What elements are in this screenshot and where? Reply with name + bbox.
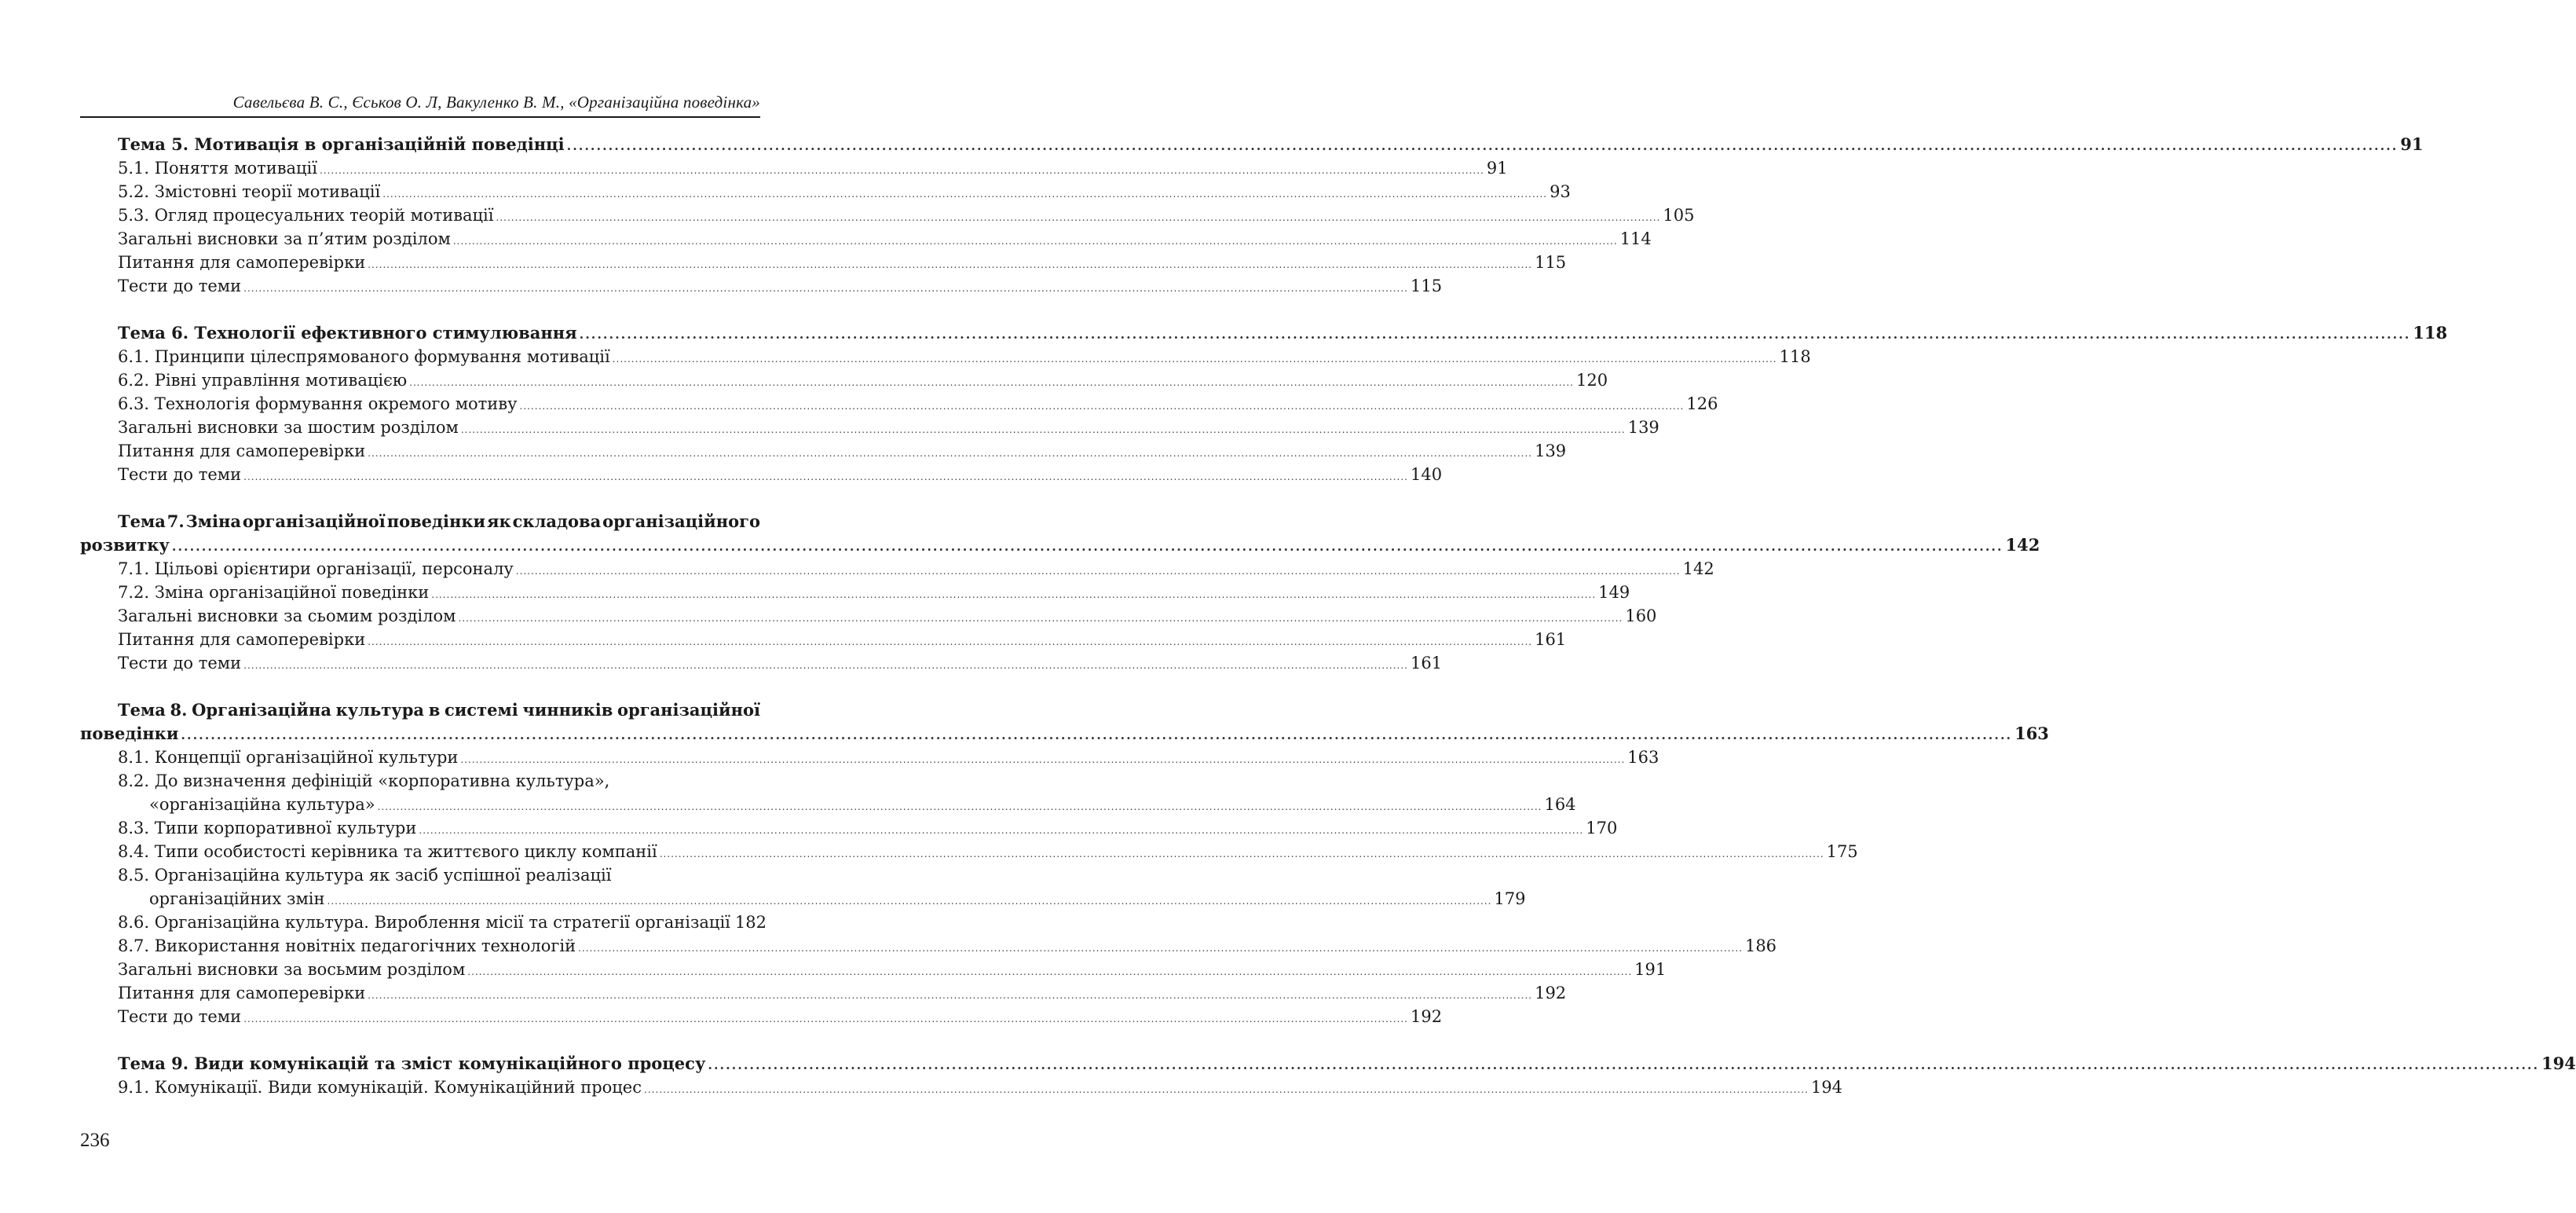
entry-page: 164 bbox=[1544, 795, 1576, 814]
title-word: Тема bbox=[118, 511, 166, 531]
entry-page: 163 bbox=[1627, 748, 1659, 767]
toc-item bbox=[80, 416, 1659, 439]
dot-leader bbox=[580, 323, 2411, 346]
entry-page: 160 bbox=[1625, 606, 1657, 625]
entry-text: розвитку bbox=[80, 535, 170, 555]
dot-leader bbox=[613, 347, 1777, 371]
entry-text: 6.1. Принципи цілеспрямованого формування мотивації bbox=[118, 347, 610, 366]
entry-page: 163 bbox=[2014, 724, 2049, 743]
toc-item bbox=[80, 392, 1718, 416]
entry-page: 115 bbox=[1535, 253, 1567, 272]
dot-leader bbox=[368, 630, 1532, 654]
entry-page: 140 bbox=[1410, 465, 1443, 484]
toc-item-cont bbox=[80, 793, 1576, 816]
section-title bbox=[80, 321, 2448, 345]
title-word: 8. bbox=[170, 700, 188, 720]
entry-text: 8.6. Організаційна культура. Вироблення місії та стратегії організації bbox=[118, 913, 730, 932]
entry-text: Тема 5. Мотивація в організаційній поведінці bbox=[118, 134, 565, 154]
page-number: 236 bbox=[80, 1130, 110, 1151]
header-rule bbox=[80, 116, 760, 118]
section-title-line bbox=[80, 510, 760, 533]
dot-leader bbox=[320, 159, 1484, 182]
entry-text: Питання для самоперевірки bbox=[118, 253, 366, 272]
entry-text: організаційних змін bbox=[149, 889, 325, 908]
entry-text: Загальні висновки за восьмим розділом bbox=[118, 960, 466, 979]
entry-page: 105 bbox=[1663, 206, 1695, 225]
entry-text: Тести до теми bbox=[118, 465, 242, 484]
entry-text: 7.1. Цільові орієнтири організації, персоналу bbox=[118, 559, 514, 578]
dot-leader bbox=[243, 654, 1408, 677]
title-word: Зміна bbox=[185, 511, 241, 531]
toc-item bbox=[80, 651, 1443, 675]
entry-page: 120 bbox=[1575, 371, 1608, 390]
section-title bbox=[80, 133, 2424, 156]
entry-page: 161 bbox=[1410, 654, 1443, 672]
entry-page: 115 bbox=[1410, 277, 1443, 295]
entry-page: 142 bbox=[2005, 535, 2040, 555]
title-word: складова bbox=[512, 511, 602, 531]
toc-item bbox=[80, 227, 1652, 251]
dot-leader bbox=[460, 748, 1625, 771]
entry-page: 93 bbox=[1550, 182, 1571, 201]
entry-text: 8.7. Використання новітніх педагогічних технологій bbox=[118, 936, 576, 955]
entry-text: Питання для самоперевірки bbox=[118, 630, 366, 649]
toc-item bbox=[80, 1005, 1443, 1028]
toc-item bbox=[80, 557, 1714, 581]
entry-text: «організаційна культура» bbox=[149, 795, 375, 814]
toc-item bbox=[80, 1076, 1842, 1099]
toc-item: 8.2. До визначення дефініцій «корпоративна культура», bbox=[118, 771, 610, 790]
section-gap bbox=[80, 1028, 760, 1052]
entry-page: 191 bbox=[1634, 960, 1667, 979]
section-title-line bbox=[80, 698, 760, 722]
dot-leader bbox=[368, 253, 1532, 277]
entry-text: 8.4. Типи особистості керівника та життєвого циклу компанії bbox=[118, 842, 657, 861]
toc-item bbox=[80, 156, 1508, 180]
dot-leader bbox=[243, 465, 1408, 489]
entry-page: 192 bbox=[1410, 1007, 1443, 1026]
entry-text: Загальні висновки за шостим розділом bbox=[118, 418, 459, 437]
entry-page: 139 bbox=[1627, 418, 1659, 437]
toc-item bbox=[80, 911, 767, 934]
dot-leader bbox=[419, 819, 1583, 842]
dot-leader bbox=[431, 583, 1596, 606]
toc-item bbox=[80, 368, 1608, 392]
toc-item bbox=[80, 816, 1618, 840]
dot-leader bbox=[496, 206, 1661, 229]
dot-leader bbox=[243, 277, 1408, 300]
entry-page: 175 bbox=[1826, 842, 1858, 861]
title-word: культура bbox=[335, 700, 425, 720]
entry-text: 7.2. Зміна організаційної поведінки bbox=[118, 583, 430, 602]
dot-leader bbox=[453, 229, 1618, 253]
title-word: чинників bbox=[522, 700, 613, 720]
entry-text: 8.3. Типи корпоративної культури bbox=[118, 819, 417, 837]
title-word: в bbox=[428, 700, 441, 720]
entry-page: 194 bbox=[2541, 1054, 2576, 1073]
entry-page: 194 bbox=[1810, 1078, 1842, 1097]
entry-page: 186 bbox=[1744, 936, 1777, 955]
toc-item bbox=[80, 604, 1657, 628]
toc-item bbox=[80, 274, 1443, 298]
title-word: організаційної bbox=[242, 511, 386, 531]
toc-item bbox=[80, 628, 1567, 651]
entry-page: 182 bbox=[734, 913, 767, 932]
toc-item bbox=[80, 934, 1777, 958]
dot-leader bbox=[467, 960, 1632, 984]
dot-leader bbox=[243, 1007, 1408, 1031]
entry-text: поведінки bbox=[80, 724, 179, 743]
entry-page: 118 bbox=[2413, 323, 2448, 343]
entry-text: Тести до теми bbox=[118, 654, 242, 672]
entry-text: 8.1. Концепції організаційної культури bbox=[118, 748, 459, 767]
entry-text: 5.2. Змістовні теорії мотивації bbox=[118, 182, 381, 201]
dot-leader bbox=[660, 842, 1824, 866]
table-of-contents bbox=[80, 133, 2576, 1099]
title-word: системі bbox=[444, 700, 518, 720]
section-gap bbox=[80, 486, 760, 510]
entry-text: Питання для самоперевірки bbox=[118, 442, 366, 460]
section-gap bbox=[80, 675, 760, 698]
dot-leader bbox=[519, 394, 1684, 418]
section-title-cont bbox=[80, 722, 2049, 746]
section-title-cont bbox=[80, 533, 2040, 557]
dot-leader bbox=[578, 936, 1743, 960]
dot-leader bbox=[382, 182, 1547, 206]
toc-item: 8.5. Організаційна культура як засіб успішної реалізації bbox=[118, 866, 612, 885]
entry-page: 91 bbox=[2400, 134, 2424, 154]
entry-page: 192 bbox=[1535, 984, 1567, 1002]
dot-leader bbox=[181, 724, 2012, 747]
toc-item-cont bbox=[80, 887, 1526, 911]
entry-page: 142 bbox=[1682, 559, 1714, 578]
dot-leader bbox=[409, 371, 1574, 394]
title-word: як bbox=[487, 511, 511, 531]
dot-leader bbox=[516, 559, 1681, 583]
toc-item bbox=[80, 180, 1571, 203]
entry-text: Тема 9. Види комунікацій та зміст комунікаційного процесу bbox=[118, 1054, 706, 1073]
entry-page: 170 bbox=[1586, 819, 1618, 837]
entry-text: 6.2. Рівні управління мотивацією bbox=[118, 371, 408, 390]
toc-item bbox=[80, 958, 1667, 981]
entry-page: 118 bbox=[1779, 347, 1811, 366]
toc-item bbox=[80, 981, 1567, 1005]
entry-page: 161 bbox=[1535, 630, 1567, 649]
toc-item bbox=[80, 203, 1695, 227]
entry-text: 5.1. Поняття мотивації bbox=[118, 159, 317, 178]
entry-text: 6.3. Технологія формування окремого мотиву bbox=[118, 394, 518, 413]
toc-item bbox=[80, 840, 1858, 863]
dot-leader bbox=[644, 1078, 1809, 1101]
title-word: Організаційна bbox=[192, 700, 331, 720]
title-word: 7. bbox=[166, 511, 185, 531]
toc-item bbox=[80, 345, 1811, 368]
toc-item bbox=[80, 439, 1567, 463]
toc-item bbox=[80, 251, 1567, 274]
title-word: поведінки bbox=[386, 511, 486, 531]
entry-text: Питання для самоперевірки bbox=[118, 984, 366, 1002]
entry-page: 179 bbox=[1494, 889, 1526, 908]
entry-text: Тема 6. Технології ефективного стимулювання bbox=[118, 323, 577, 343]
entry-text: Тести до теми bbox=[118, 277, 242, 295]
title-word: організаційної bbox=[617, 700, 760, 720]
entry-text: 9.1. Комунікації. Види комунікацій. Комунікаційний процес bbox=[118, 1078, 642, 1097]
title-word: Тема bbox=[118, 700, 166, 720]
dot-leader bbox=[172, 535, 2003, 559]
dot-leader bbox=[708, 1054, 2539, 1077]
toc-item bbox=[80, 581, 1630, 604]
dot-leader bbox=[368, 442, 1532, 465]
entry-page: 149 bbox=[1598, 583, 1630, 602]
title-word: організаційного bbox=[602, 511, 760, 531]
dot-leader bbox=[458, 606, 1623, 630]
running-header: Савельєва В. С., Єськов О. Л, Вакуленко В. М., «Організаційна поведінка» bbox=[232, 93, 760, 112]
toc-item bbox=[80, 746, 1659, 769]
entry-text: Загальні висновки за п’ятим розділом bbox=[118, 229, 451, 248]
dot-leader bbox=[567, 134, 2399, 158]
entry-page: 91 bbox=[1486, 159, 1508, 178]
section-title bbox=[80, 1052, 2576, 1076]
entry-page: 126 bbox=[1686, 394, 1718, 413]
entry-text: Загальні висновки за сьомим розділом bbox=[118, 606, 456, 625]
dot-leader bbox=[461, 418, 1626, 442]
section-gap bbox=[80, 298, 760, 321]
entry-text: 5.3. Огляд процесуальних теорій мотивації bbox=[118, 206, 494, 225]
dot-leader bbox=[368, 984, 1532, 1007]
toc-item bbox=[80, 463, 1443, 486]
dot-leader bbox=[378, 795, 1542, 819]
dot-leader bbox=[327, 889, 1492, 913]
entry-page: 139 bbox=[1535, 442, 1567, 460]
entry-text: Тести до теми bbox=[118, 1007, 242, 1026]
entry-page: 114 bbox=[1619, 229, 1652, 248]
